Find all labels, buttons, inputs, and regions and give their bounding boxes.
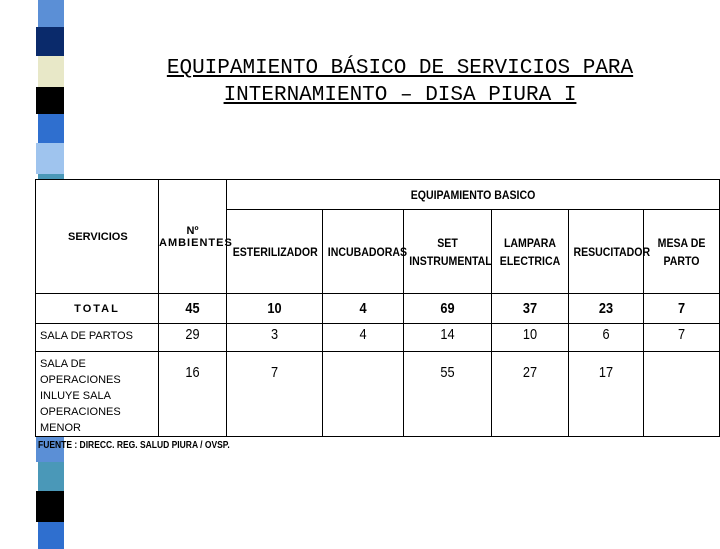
row-ambientes: 16 xyxy=(159,352,227,437)
row-value xyxy=(644,352,720,437)
header-equipment-1: INCUBADORAS xyxy=(323,210,404,294)
stripe-block xyxy=(38,462,64,491)
stripe-block xyxy=(36,27,64,56)
stripe-block xyxy=(38,56,64,87)
header-equipment-4: RESUCITADOR xyxy=(569,210,644,294)
row-value: 7 xyxy=(644,324,720,352)
row-value: 27 xyxy=(492,352,569,437)
header-equipment-2: SET INSTRUMENTAL xyxy=(404,210,492,294)
title-line-2: INTERNAMIENTO – DISA PIURA I xyxy=(223,84,577,107)
row-value: 55 xyxy=(404,352,492,437)
row-servicio: SALA DE PARTOS xyxy=(36,324,159,352)
header-equipment-0: ESTERILIZADOR xyxy=(227,210,323,294)
title-line-1: EQUIPAMIENTO BÁSICO DE SERVICIOS PARA xyxy=(166,57,634,80)
total-value: 37 xyxy=(492,294,569,324)
total-value: 7 xyxy=(644,294,720,324)
header-equipment-3: LAMPARA ELECTRICA xyxy=(492,210,569,294)
total-label: TOTAL xyxy=(36,294,159,324)
total-value: 23 xyxy=(569,294,644,324)
stripe-block xyxy=(38,0,64,27)
stripe-block xyxy=(38,522,64,549)
row-servicio: SALA DE OPERACIONES INLUYE SALA OPERACIONES MENOR xyxy=(36,352,159,437)
row-value: 7 xyxy=(227,352,323,437)
row-value: 17 xyxy=(569,352,644,437)
total-row xyxy=(36,294,720,324)
header-ambientes: Nº AMBIENTES xyxy=(159,180,227,294)
row-ambientes: 29 xyxy=(159,324,227,352)
equipment-table xyxy=(35,179,720,437)
stripe-block xyxy=(36,143,64,174)
total-value: 4 xyxy=(323,294,404,324)
header-equipment-5: MESA DE PARTO xyxy=(644,210,720,294)
slide-title xyxy=(90,55,710,109)
stripe-block xyxy=(38,114,64,143)
total-value: 10 xyxy=(227,294,323,324)
stripe-block xyxy=(36,87,64,114)
row-value xyxy=(323,352,404,437)
source-note: FUENTE : DIRECC. REG. SALUD PIURA / OVSP. xyxy=(38,440,230,451)
row-value: 4 xyxy=(323,324,404,352)
row-value: 3 xyxy=(227,324,323,352)
table-row xyxy=(36,352,720,437)
header-servicios: SERVICIOS xyxy=(36,180,159,294)
total-value: 69 xyxy=(404,294,492,324)
table-row xyxy=(36,324,720,352)
row-value: 14 xyxy=(404,324,492,352)
header-equipamiento: EQUIPAMIENTO BASICO xyxy=(227,180,720,210)
row-value: 6 xyxy=(569,324,644,352)
row-value: 10 xyxy=(492,324,569,352)
stripe-block xyxy=(36,491,64,522)
total-ambientes: 45 xyxy=(159,294,227,324)
